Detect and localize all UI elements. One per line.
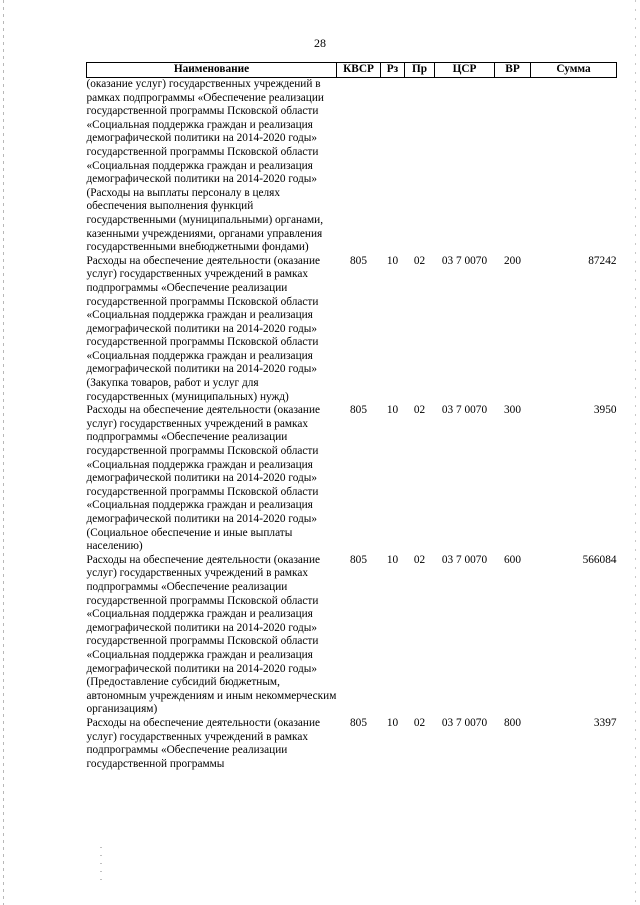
row-sum: 566084	[582, 553, 617, 566]
row-pr: 02	[413, 404, 426, 417]
row-name: (оказание услуг) государственных учреждений в рамках подпрограммы «Обеспечение реализации государственной программы Псковской области «Социальная поддержка граждан и реализация демографической политики на 2014-2020 годы» государственной программы Псковской области «Социальная поддержка граждан и реализация демографической политики на 2014-2020 годы» (Расходы на выплаты персоналу в целях обеспечения выполнения функций государственными (муниципальными) органами, казенными учреждениями, органами управления государственными внебюджетными фондами)	[86, 78, 324, 254]
header-sum: Сумма	[531, 63, 617, 78]
row-rz	[381, 78, 405, 255]
row-pr: 02	[413, 716, 426, 729]
row-kvsr: 805	[350, 254, 367, 267]
row-csr: 03 7 0070	[441, 716, 488, 729]
row-name: Расходы на обеспечение деятельности (оказание услуг) государственных учреждений в рамках подпрограммы «Обеспечение реализации государственной программы Псковской области «Социальная поддержка граждан и реализация демографической политики на 2014-2020 годы» государственной программы Псковской области «Социальная поддержка граждан и реализация демографической политики на 2014-2020 годы» (Предоставление субсидий бюджетным, автономным учреждениям и иным некоммерческим организациям)	[86, 553, 337, 716]
header-vr: ВР	[495, 63, 531, 78]
scan-artifact	[100, 847, 102, 887]
row-kvsr: 805	[350, 553, 367, 566]
header-csr: ЦСР	[435, 63, 495, 78]
row-name: Расходы на обеспечение деятельности (оказание услуг) государственных учреждений в рамках подпрограммы «Обеспечение реализации государственной программы Псковской области «Социальная поддержка граждан и реализация демографической политики на 2014-2020 годы» государственной программы Псковской области «Социальная поддержка граждан и реализация демографической политики на 2014-2020 годы» (Закупка товаров, работ и услуг для государственных (муниципальных) нужд)	[86, 254, 321, 403]
scan-edge-left	[3, 0, 4, 905]
table-header	[87, 63, 617, 78]
row-name: Расходы на обеспечение деятельности (оказание услуг) государственных учреждений в рамках подпрограммы «Обеспечение реализации государственной программы Псковской области «Социальная поддержка граждан и реализация демографической политики на 2014-2020 годы» государственной программы Псковской области «Социальная поддержка граждан и реализация демографической политики на 2014-2020 годы» (Социальное обеспечение и иные выплаты населению)	[86, 404, 321, 553]
row-pr: 02	[413, 553, 426, 566]
row-vr	[495, 78, 531, 255]
header-rz: Рз	[381, 63, 405, 78]
row-kvsr	[337, 78, 381, 255]
row-rz: 10	[386, 254, 399, 267]
row-vr: 600	[504, 553, 521, 566]
row-vr: 300	[504, 404, 521, 417]
row-kvsr: 805	[350, 404, 367, 417]
table-row	[87, 554, 617, 717]
table-row	[87, 255, 617, 405]
row-rz: 10	[386, 553, 399, 566]
row-sum	[531, 78, 617, 255]
row-vr: 800	[504, 716, 521, 729]
row-pr: 02	[413, 254, 426, 267]
table-row	[87, 78, 617, 255]
table-body	[87, 78, 617, 772]
table-row	[87, 404, 617, 554]
budget-table	[86, 62, 617, 771]
row-csr: 03 7 0070	[441, 553, 488, 566]
row-csr: 03 7 0070	[441, 404, 488, 417]
row-kvsr: 805	[350, 716, 367, 729]
row-csr	[435, 78, 495, 255]
row-sum: 3397	[593, 716, 617, 729]
header-pr: Пр	[405, 63, 435, 78]
scan-edge-right	[635, 0, 636, 905]
row-rz: 10	[386, 716, 399, 729]
row-pr	[405, 78, 435, 255]
row-csr: 03 7 0070	[441, 254, 488, 267]
header-kvsr: КВСР	[337, 63, 381, 78]
page-number: 28	[314, 36, 326, 50]
header-name: Наименование	[87, 63, 337, 78]
row-sum: 3950	[593, 404, 617, 417]
row-sum: 87242	[588, 254, 617, 267]
table-row	[87, 717, 617, 771]
row-name: Расходы на обеспечение деятельности (оказание услуг) государственных учреждений в рамках подпрограммы «Обеспечение реализации государственной программы	[86, 716, 321, 770]
row-rz: 10	[386, 404, 399, 417]
row-vr: 200	[504, 254, 521, 267]
